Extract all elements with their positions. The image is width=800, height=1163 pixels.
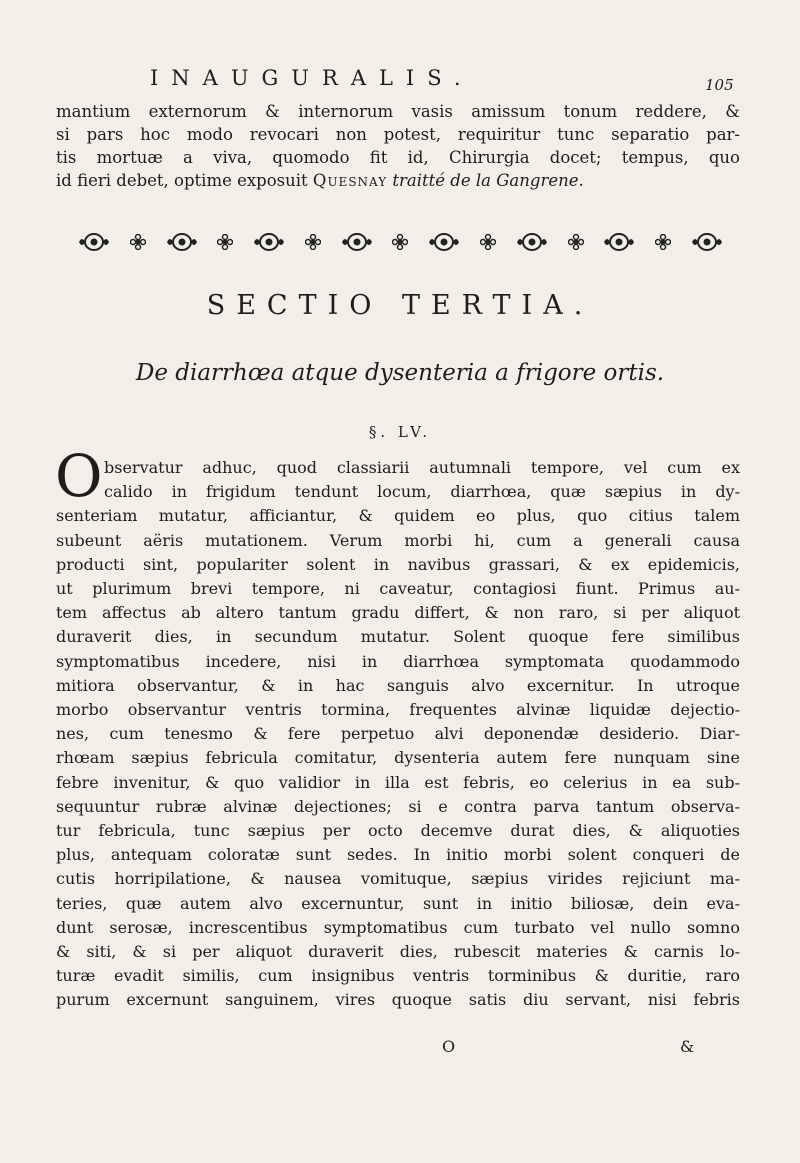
text-line: si pars hoc modo revocari non potest, requiritur tunc separatio par- xyxy=(56,125,740,144)
text-line: & siti, & si per aliquot duraverit dies, rubescit materies & carnis lo- xyxy=(56,942,740,962)
work-title: traitté de la Gangrene. xyxy=(387,171,584,190)
text-line: duraverit dies, in secundum mutatur. Solent quoque fere similibus xyxy=(56,627,740,647)
author-name: Quesnay xyxy=(312,171,388,190)
flower-ornament-icon xyxy=(480,234,496,250)
fleuron-ornament-icon xyxy=(166,231,198,253)
text-line: purum excernunt sanguinem, vires quoque satis diu servant, nisi febris xyxy=(56,990,740,1010)
fleuron-ornament-icon xyxy=(253,231,285,253)
text-line: mitiora observantur, & in hac sanguis alvo excernitur. In utroque xyxy=(56,675,740,695)
body-text xyxy=(56,456,740,1013)
text-line: morbo observantur ventris tormina, frequentes alvinæ liquidæ dejectio- xyxy=(56,700,740,720)
text-fragment: id fieri debet, optime exposuit xyxy=(56,171,313,190)
text-line: tur febricula, tunc sæpius per octo decemve durat dies, & aliquoties xyxy=(56,821,740,841)
text-line: tis mortuæ a viva, quomodo fit id, Chirurgia docet; tempus, quo xyxy=(56,148,740,167)
fleuron-ornament-icon xyxy=(428,231,460,253)
text-line: plus, antequam coloratæ sunt sedes. In initio morbi solent conqueri de xyxy=(56,845,740,865)
catchword: & xyxy=(680,1037,695,1056)
printers-ornament-band xyxy=(78,227,723,257)
text-line: teries, quæ autem alvo excernuntur, sunt in initio biliosæ, dein eva- xyxy=(56,893,740,913)
text-line: dunt serosæ, increscentibus symptomatibus cum turbato vel nullo somno xyxy=(56,917,740,937)
text-line: sequuntur rubræ alvinæ dejectiones; si e contra parva tantum observa- xyxy=(56,796,740,816)
flower-ornament-icon xyxy=(655,234,671,250)
flower-ornament-icon xyxy=(130,234,146,250)
text-line: cutis horripilatione, & nausea vomituque, sæpius virides rejiciunt ma- xyxy=(56,869,740,889)
drop-cap-initial: O xyxy=(55,442,103,510)
running-head: INAUGURALIS. xyxy=(150,66,474,90)
fleuron-ornament-icon xyxy=(341,231,373,253)
text-line: symptomatibus incedere, nisi in diarrhœa symptomata quodammodo xyxy=(56,651,740,671)
flower-ornament-icon xyxy=(568,234,584,250)
fleuron-ornament-icon xyxy=(603,231,635,253)
fleuron-ornament-icon xyxy=(78,231,110,253)
text-line xyxy=(56,169,740,192)
text-line: calido in frigidum tendunt locum, diarrhœa, quæ sæpius in dy- xyxy=(104,482,740,502)
text-line: ut plurimum brevi tempore, ni caveatur, contagiosi fiunt. Primus au- xyxy=(56,579,740,599)
text-line: tem affectus ab altero tantum gradu differt, & non raro, si per aliquot xyxy=(56,603,740,623)
text-line: mantium externorum & internorum vasis amissum tonum reddere, & xyxy=(56,102,740,121)
page-number: 105 xyxy=(705,76,734,94)
paragraph-number: §. LV. xyxy=(368,423,432,441)
text-line: turæ evadit similis, cum insignibus ventris torminibus & duritie, raro xyxy=(56,966,740,986)
text-line: febre invenitur, & quo validior in illa est febris, eo celerius in ea sub- xyxy=(56,772,740,792)
section-subtitle: De diarrhœa atque dysenteria a frigore ortis. xyxy=(135,360,665,386)
text-line: senteriam mutatur, afficiantur, & quidem eo plus, quo citius talem xyxy=(56,506,740,526)
signature-mark: O xyxy=(442,1037,456,1056)
flower-ornament-icon xyxy=(217,234,233,250)
text-line: subeunt aëris mutationem. Verum morbi hi, cum a generali causa xyxy=(56,530,740,550)
fleuron-ornament-icon xyxy=(516,231,548,253)
flower-ornament-icon xyxy=(305,234,321,250)
fleuron-ornament-icon xyxy=(691,231,723,253)
intro-paragraph xyxy=(56,100,740,192)
text-line: nes, cum tenesmo & fere perpetuo alvi deponendæ desiderio. Diar- xyxy=(56,724,740,744)
text-line: bservatur adhuc, quod classiarii autumnali tempore, vel cum ex xyxy=(104,458,740,477)
text-line: rhœam sæpius febricula comitatur, dysenteria autem fere nunquam sine xyxy=(56,748,740,768)
text-line: producti sint, populariter solent in navibus grassari, & ex epidemicis, xyxy=(56,554,740,574)
section-title: SECTIO TERTIA. xyxy=(206,290,594,321)
flower-ornament-icon xyxy=(392,234,408,250)
